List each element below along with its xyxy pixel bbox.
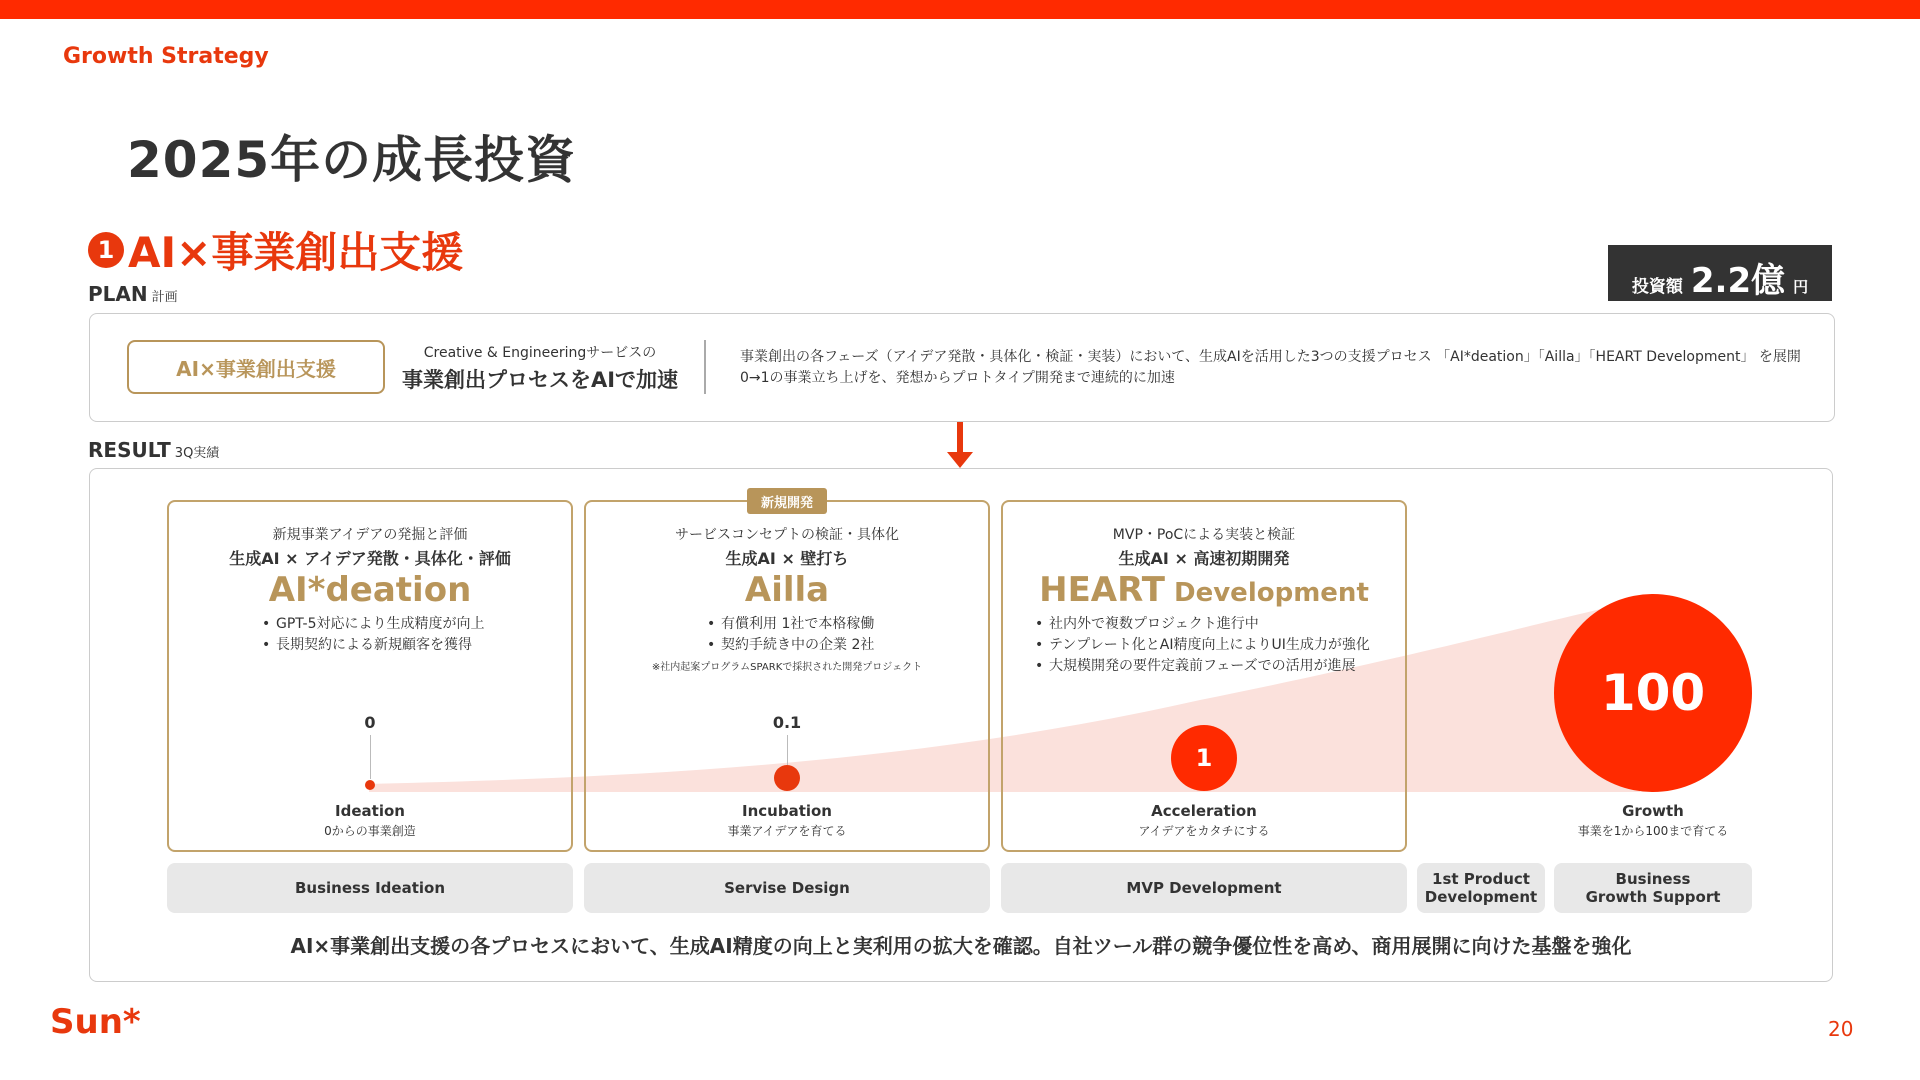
plan-label-sub: 計画 [151, 290, 178, 305]
sun-logo: Sun* [50, 1002, 141, 1042]
card2-bullets [707, 614, 874, 656]
card1-name: AI*deation [268, 570, 472, 610]
stage1-dot [365, 780, 375, 790]
card3-bullet: • テンプレート化とAI精度向上によりUI生成力が強化 [1035, 635, 1370, 656]
phase-first-product: 1st Product Development [1417, 863, 1545, 913]
phase-business-ideation: Business Ideation [167, 863, 573, 913]
subtitle-text: AI×事業創出支援 [128, 228, 464, 277]
stage1-title: Ideation [335, 802, 405, 820]
phase-mvp-development: MVP Development [1001, 863, 1407, 913]
card2-bullet: • 契約手続き中の企業 2社 [707, 635, 874, 656]
stage2-sub: 事業アイデアを育てる [727, 824, 847, 838]
stage3-title: Acceleration [1151, 802, 1257, 820]
section-label: Growth Strategy [63, 44, 269, 69]
card2-sub: サービスコンセプトの検証・具体化 [675, 527, 899, 543]
plan-pill: AI×事業創出支援 [127, 340, 385, 394]
stage2-value: 0.1 [772, 713, 802, 732]
card1-bullet: • GPT-5対応により生成精度が向上 [262, 614, 485, 635]
card3-bullet: • 社内外で複数プロジェクト進行中 [1035, 614, 1370, 635]
phase-business-growth: Business Growth Support [1554, 863, 1752, 913]
stage2-title: Incubation [742, 802, 832, 820]
card1-bullet: • 長期契約による新規顧客を獲得 [262, 635, 485, 656]
stage4-circle: 100 [1554, 594, 1752, 792]
stage2-dot [774, 765, 800, 791]
plan-main-text: 事業創出プロセスをAIで加速 [401, 368, 679, 392]
stage1-sub: 0からの事業創造 [324, 824, 416, 838]
card1-bullets [262, 614, 485, 656]
stage3-sub: アイデアをカタチにする [1138, 824, 1270, 838]
card1-main: 生成AI × アイデア発散・具体化・評価 [229, 549, 511, 568]
card2-name: Ailla [744, 570, 830, 610]
card3-main: 生成AI × 高速初期開発 [1118, 549, 1290, 568]
stage1-value: 0 [364, 713, 376, 732]
card1-sub: 新規事業アイデアの発掘と評価 [272, 527, 468, 543]
page-title: 2025年の成長投資 [127, 131, 577, 189]
card2-note: ※社内起案プログラムSPARKで採択された開発プロジェクト [651, 662, 923, 673]
plan-label-text: PLAN [88, 282, 148, 306]
plan-desc-line1: 事業創出の各フェーズ（アイデア発散・具体化・検証・実装）において、生成AIを活用した3つの支援プロセス 「AI*deation」「Ailla」「HEART Development」 を展開 [740, 349, 1801, 365]
card3-bullets [1035, 614, 1370, 677]
new-dev-badge: 新規開発 [747, 488, 827, 514]
stage4-title: Growth [1622, 802, 1684, 820]
card3-sub: MVP・PoCによる実装と検証 [1112, 527, 1296, 543]
result-label-text: RESULT [88, 438, 171, 462]
result-label-sub: 3Q実績 [174, 446, 220, 461]
stage2-line [787, 735, 788, 765]
investment-unit: 円 [1793, 278, 1809, 296]
investment-amount: 2.2億 [1690, 261, 1786, 301]
investment-label: 投資額 [1631, 277, 1683, 297]
card3-name-main: HEART [1039, 570, 1165, 610]
number-badge: 1 [88, 232, 124, 268]
card2-bullet: • 有償利用 1社で本格稼働 [707, 614, 874, 635]
stage1-line [370, 735, 371, 779]
stage4-sub: 事業を1から100まで育てる [1577, 824, 1729, 838]
stage3-circle: 1 [1171, 725, 1237, 791]
card2-main: 生成AI × 壁打ち [725, 549, 849, 568]
page-number: 20 [1828, 1017, 1854, 1041]
phase-service-design: Servise Design [584, 863, 990, 913]
conclusion-text: AI×事業創出支援の各プロセスにおいて、生成AI精度の向上と実利用の拡大を確認。自社ツール群の競争優位性を高め、商用展開に向けた基盤を強化 [290, 934, 1632, 958]
card3-bullet: • 大規模開発の要件定義前フェーズでの活用が進展 [1035, 656, 1370, 677]
card3-name-suffix: Development [1164, 578, 1369, 608]
card3-name [1001, 570, 1407, 610]
plan-desc-line2: 0→1の事業立ち上げを、発想からプロトタイプ開発まで連続的に加速 [740, 370, 1175, 386]
plan-subtext: Creative & Engineeringサービスの [423, 345, 657, 361]
